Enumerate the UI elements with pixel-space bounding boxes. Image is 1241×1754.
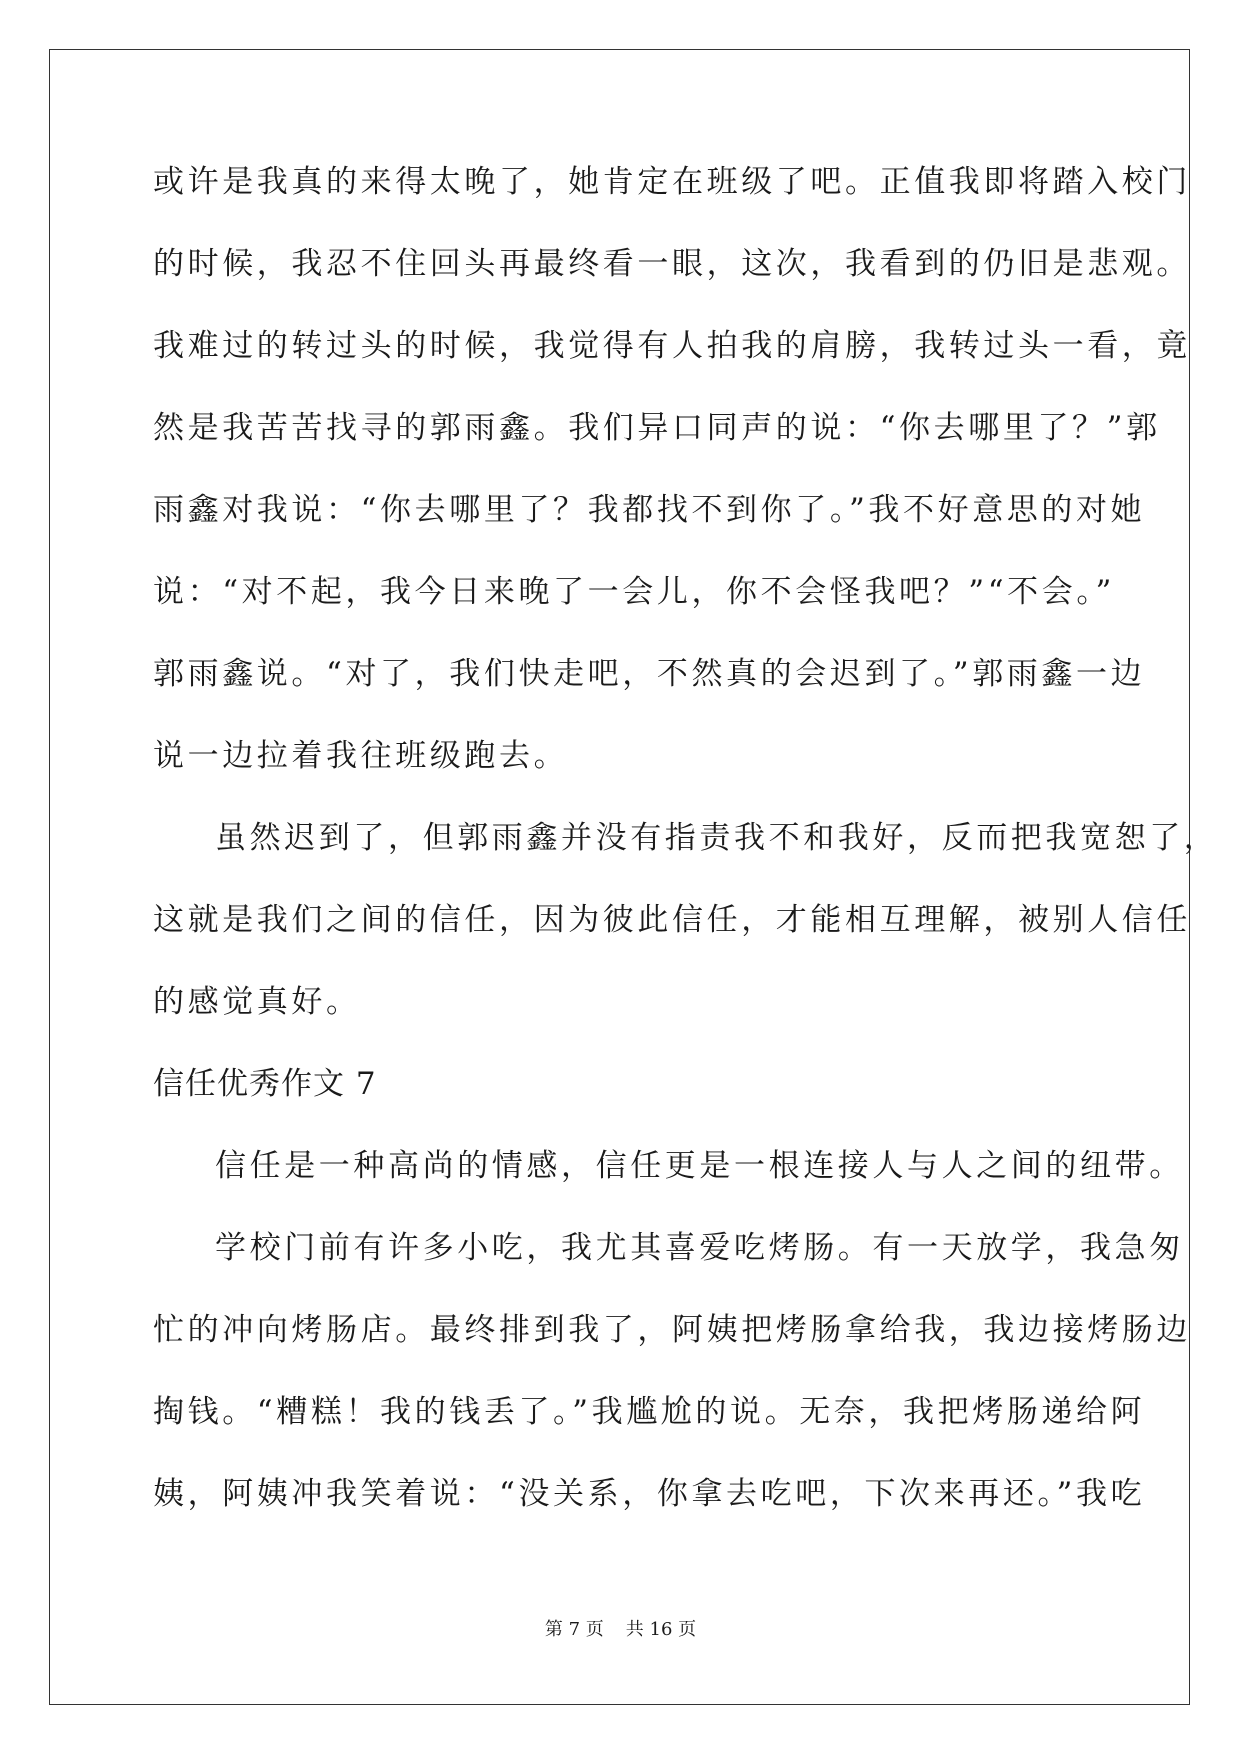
text-line: 雨鑫对我说：“你去哪里了？我都找不到你了。”我不好意思的对她 [153, 492, 1146, 528]
text-line: 郭雨鑫说。“对了，我们快走吧，不然真的会迟到了。”郭雨鑫一边 [153, 656, 1146, 692]
page-total: 共 16 页 [625, 1619, 697, 1640]
text-line: 我难过的转过头的时候，我觉得有人拍我的肩膀，我转过头一看，竟 [153, 328, 1191, 364]
paragraph-first-line: 虽然迟到了，但郭雨鑫并没有指责我不和我好，反而把我宽恕了， [215, 820, 1219, 856]
text-line: 的感觉真好。 [153, 984, 361, 1020]
section-heading: 信任优秀作文 7 [153, 1066, 377, 1102]
page-footer [0, 1619, 1241, 1641]
paragraph-first-line: 信任是一种高尚的情感，信任更是一根连接人与人之间的纽带。 [215, 1148, 1184, 1184]
text-line: 姨，阿姨冲我笑着说：“没关系，你拿去吃吧，下次来再还。”我吃 [153, 1476, 1146, 1512]
paragraph-first-line: 学校门前有许多小吃，我尤其喜爱吃烤肠。有一天放学，我急匆 [215, 1230, 1184, 1266]
text-line: 说：“对不起，我今日来晚了一会儿，你不会怪我吧？”“不会。” [153, 574, 1115, 610]
text-line: 然是我苦苦找寻的郭雨鑫。我们异口同声的说：“你去哪里了？”郭 [153, 410, 1161, 446]
text-line: 掏钱。“糟糕！我的钱丢了。”我尴尬的说。无奈，我把烤肠递给阿 [153, 1394, 1146, 1430]
text-line: 忙的冲向烤肠店。最终排到我了，阿姨把烤肠拿给我，我边接烤肠边 [153, 1312, 1191, 1348]
page-number: 第 7 页 [544, 1619, 604, 1640]
page-border [49, 49, 1190, 1705]
text-line: 说一边拉着我往班级跑去。 [153, 738, 569, 774]
text-line: 或许是我真的来得太晚了，她肯定在班级了吧。正值我即将踏入校门 [153, 164, 1191, 200]
text-line: 的时候，我忍不住回头再最终看一眼，这次，我看到的仍旧是悲观。 [153, 246, 1191, 282]
text-line: 这就是我们之间的信任，因为彼此信任，才能相互理解，被别人信任 [153, 902, 1191, 938]
